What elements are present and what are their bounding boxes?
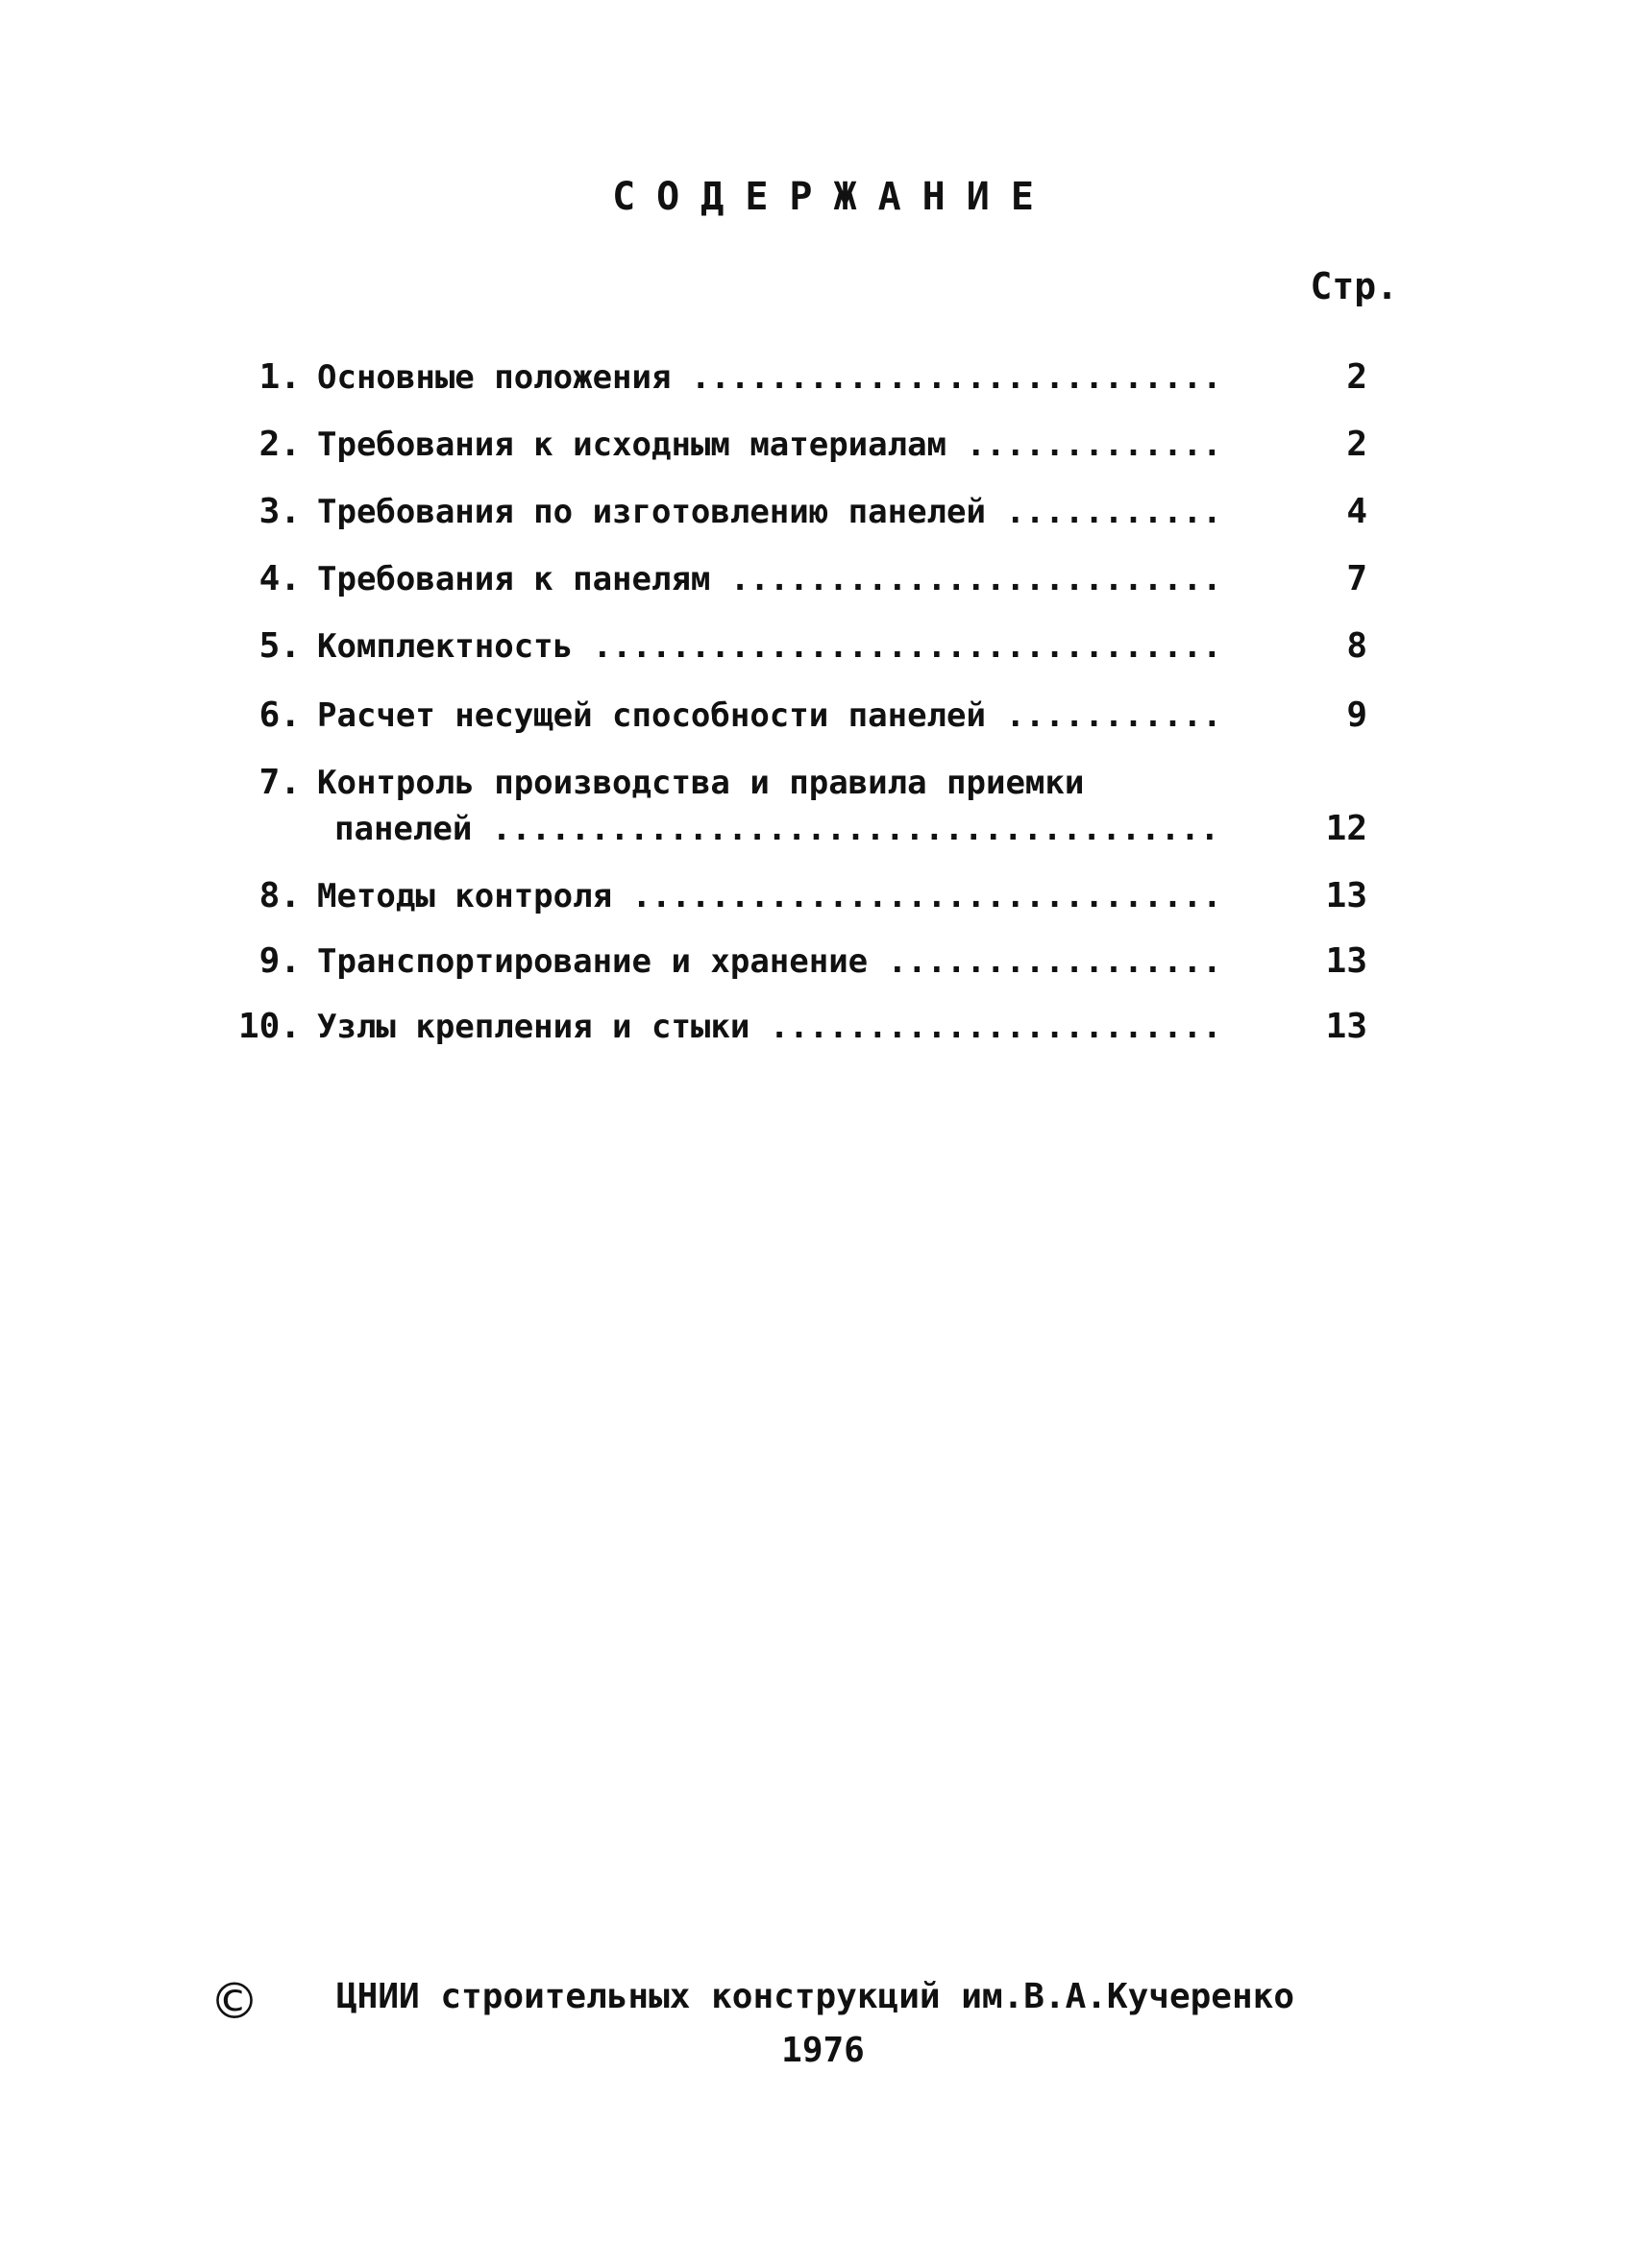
toc-entry-page: 4 bbox=[1346, 492, 1367, 531]
toc-entry-page: 7 bbox=[1346, 559, 1367, 598]
toc-entry bbox=[0, 938, 1646, 986]
publication-year: 1976 bbox=[781, 2031, 865, 2070]
toc-entry bbox=[0, 421, 1646, 469]
toc-entry bbox=[0, 488, 1646, 536]
page-column-header: Стр. bbox=[1310, 265, 1398, 307]
toc-entry-title: Методы контроля ..... bbox=[317, 872, 1226, 920]
toc-entry bbox=[0, 692, 1646, 740]
toc-entry bbox=[0, 872, 1646, 920]
toc-entry-title: Основные положения ..... bbox=[317, 354, 1226, 402]
toc-entry-continuation bbox=[0, 805, 1646, 853]
toc-entry bbox=[0, 555, 1646, 603]
toc-entry-number: 3. bbox=[258, 492, 301, 531]
toc-entry-page: 2 bbox=[1346, 425, 1367, 464]
toc-entry-title: Требования к панелям ..... bbox=[317, 555, 1226, 603]
toc-entry-title-continued: панелей ..... bbox=[334, 805, 1226, 853]
toc-entry-number: 6. bbox=[258, 695, 301, 735]
copyright-icon: © bbox=[209, 1973, 259, 2031]
toc-entry-title: Требования к исходным материалам ..... bbox=[317, 421, 1226, 469]
toc-entry-page: 13 bbox=[1325, 941, 1367, 981]
toc-entry-title: Требования по изготовлению панелей ..... bbox=[317, 488, 1226, 536]
toc-entry-number: 4. bbox=[258, 559, 301, 598]
toc-entry-number: 10. bbox=[237, 1007, 301, 1046]
toc-entry-page: 12 bbox=[1325, 809, 1367, 848]
toc-entry-page: 9 bbox=[1346, 695, 1367, 735]
toc-entry-number: 7. bbox=[258, 763, 301, 802]
toc-entry bbox=[0, 354, 1646, 402]
toc-entry bbox=[0, 622, 1646, 671]
toc-entry bbox=[0, 759, 1646, 807]
toc-entry-title: Узлы крепления и стыки ..... bbox=[317, 1003, 1226, 1051]
toc-entry-number: 8. bbox=[258, 876, 301, 915]
toc-entry-title: Комплектность ..... bbox=[317, 622, 1226, 671]
page-title: СОДЕРЖАНИЕ bbox=[612, 175, 1055, 219]
toc-entry-number: 2. bbox=[258, 425, 301, 464]
toc-entry-number: 5. bbox=[258, 626, 301, 666]
toc-entry-title: Расчет несущей способности панелей ..... bbox=[317, 692, 1226, 740]
publisher-name: ЦНИИ строительных конструкций им.В.А.Кучеренко bbox=[336, 1977, 1294, 2016]
toc-entry-page: 13 bbox=[1325, 1007, 1367, 1046]
toc-entry-page: 8 bbox=[1346, 626, 1367, 666]
toc-entry bbox=[0, 1003, 1646, 1051]
toc-entry-title: Контроль производства и правила приемки bbox=[317, 764, 1085, 802]
toc-entry-number: 1. bbox=[258, 357, 301, 397]
toc-entry-number: 9. bbox=[258, 941, 301, 981]
toc-entry-page: 13 bbox=[1325, 876, 1367, 915]
toc-entry-title: Транспортирование и хранение ..... bbox=[317, 938, 1226, 986]
toc-entry-page: 2 bbox=[1346, 357, 1367, 397]
